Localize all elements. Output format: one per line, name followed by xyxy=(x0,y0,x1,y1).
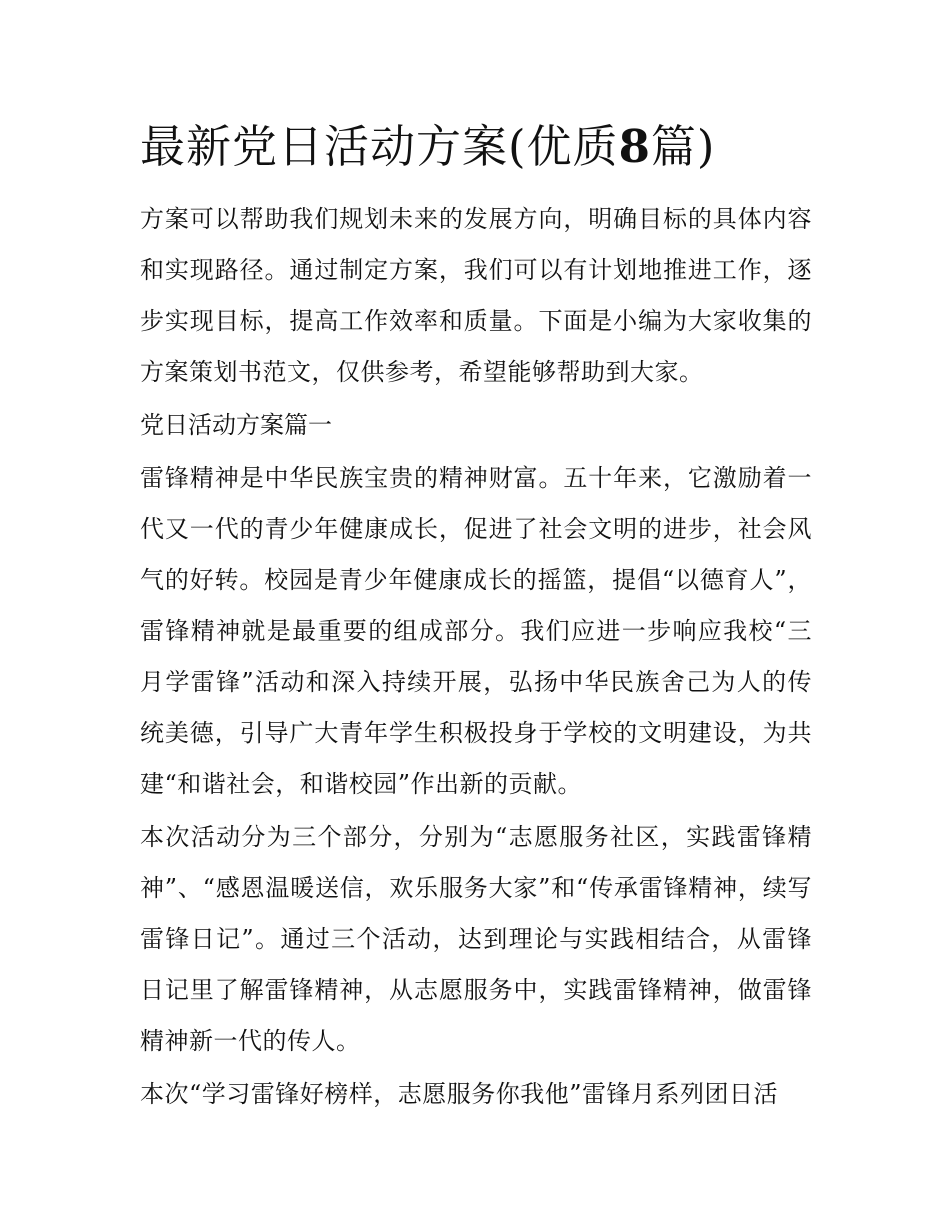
intro-paragraph: 方案可以帮助我们规划未来的发展方向，明确目标的具体内容和实现路径。通过制定方案，我们可以有计划地推进工作，逐步实现目标，提高工作效率和质量。下面是小编为大家收集的方案策划书范文，仅供参考，希望能够帮助到大家。 xyxy=(140,205,812,386)
title-number: 8 xyxy=(618,120,651,173)
body-paragraph: 本次活动分为三个部分，分别为“志愿服务社区，实践雷锋精神”、“感恩温暖送信，欢乐服务大家”和“传承雷锋精神，续写雷锋日记”。通过三个活动，达到理论与实践相结合，从雷锋日记里了解雷锋精神，从志愿服务中，实践雷锋精神，做雷锋精神新一代的传人。 xyxy=(140,823,812,1055)
section-heading: 党日活动方案篇一 xyxy=(140,411,332,439)
body-paragraph: 雷锋精神是中华民族宝贵的精神财富。五十年来，它激励着一代又一代的青少年健康成长，促进了社会文明的进步，社会风气的好转。校园是青少年健康成长的摇篮，提倡“以德育人”，雷锋精神就是最重要的组成部分。我们应进一步响应我校“三月学雷锋”活动和深入持续开展，弘扬中华民族舍己为人的传统美德，引导广大青年学生积极投身于学校的文明建设，为共建“和谐社会，和谐校园”作出新的贡献。 xyxy=(140,464,812,798)
body-paragraph: 本次“学习雷锋好榜样，志愿服务你我他”雷锋月系列团日活 xyxy=(140,1080,779,1108)
document-title xyxy=(140,112,812,182)
title-prefix: 最新党日活动方案(优质 xyxy=(140,120,619,173)
title-suffix: 篇) xyxy=(650,120,716,173)
document-page xyxy=(140,112,812,1122)
